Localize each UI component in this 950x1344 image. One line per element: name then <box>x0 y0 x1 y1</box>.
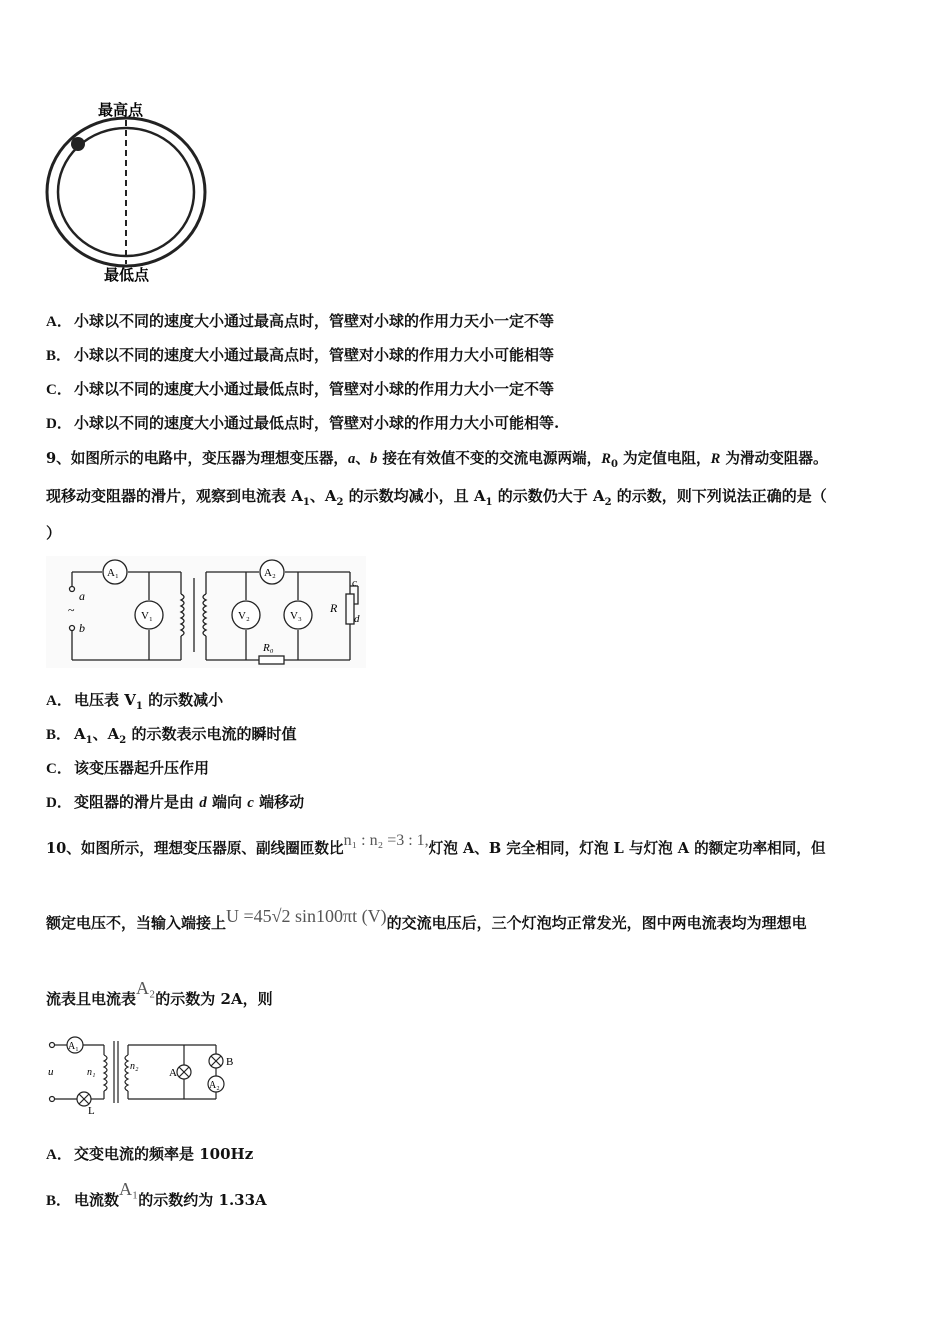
q10-stem-line1: 10、如图所示，理想变压器原、副线圈匝数比n₁ : n₂ =3 : 1,灯泡 A、B 完全相同，灯泡 L 与灯泡 A 的额定功率相同，但 <box>46 832 826 857</box>
slider-c-label: c <box>352 577 357 589</box>
lamp-l-label: L <box>88 1105 95 1115</box>
ammeter-a1-label: A₁ <box>107 567 119 579</box>
terminal-b-label: b <box>79 621 85 635</box>
ball <box>71 137 85 151</box>
q9-stem-line1: 9、如图所示的电路中，变压器为理想变压器，a、b 接在有效值不变的交流电源两端，$R_0$ 为定值电阻，R 为滑动变阻器。 <box>46 450 828 470</box>
top-label: 最高点 <box>98 101 144 119</box>
ammeter-a2-label: A₂ <box>264 567 276 579</box>
voltmeter-v3-label: V₃ <box>290 610 302 622</box>
input-u-label: u <box>48 1066 54 1078</box>
q8-option-b: B． 小球以不同的速度大小通过最高点时，管壁对小球的作用力大小可能相等 <box>46 346 555 364</box>
primary-n1-label: n₁ <box>87 1067 96 1078</box>
q9-option-a: A． 电压表 $V_1$ 的示数减小 <box>46 691 224 712</box>
q8-option-d: D． 小球以不同的速度大小通过最低点时，管壁对小球的作用力大小可能相等. <box>46 414 560 432</box>
lamp-b-label: B <box>226 1056 234 1068</box>
q10-stem-line2: 额定电压不，当输入端接上U =45√2 sin100πt (V)的交流电压后，三个灯泡均正常发光，图中两电流表均为理想电 <box>46 906 807 932</box>
q10-option-a: A． 交变电流的频率是 100Hz <box>46 1145 254 1163</box>
transformer-circuit-figure <box>46 556 366 668</box>
voltmeter-v1-label: V₁ <box>141 610 153 622</box>
rheostat-r-label: R <box>330 601 338 615</box>
q9-option-c: C． 该变压器起升压作用 <box>46 759 210 777</box>
secondary-n2-label: n₂ <box>130 1061 139 1072</box>
three-lamp-transformer-figure <box>46 1033 246 1115</box>
lamp-a-label: A <box>169 1067 177 1079</box>
q8-option-a: A． 小球以不同的速度大小通过最高点时，管壁对小球的作用力天小一定不等 <box>46 312 555 330</box>
q9-stem-line2: 现移动变阻器的滑片，观察到电流表 $A_1$、$A_2$ 的示数均减小，且 $A_1$ 的示数仍大于 $A_2$ 的示数，则下列说法正确的是（ <box>46 487 827 508</box>
ac-source-symbol: ~ <box>68 603 75 617</box>
terminal-a-label: a <box>79 589 85 603</box>
ammeter-a2-label: A₂ <box>209 1080 220 1091</box>
slider-d-label: d <box>354 613 360 625</box>
q9-option-d: D． 变阻器的滑片是由 d 端向 c 端移动 <box>46 793 305 811</box>
q10-stem-line3: 流表且电流表A₂的示数为 2A，则 <box>46 978 273 1008</box>
voltmeter-v2-label: V₂ <box>238 610 250 622</box>
circular-tube-figure <box>40 96 220 286</box>
ammeter-a1-label: A₁ <box>68 1041 79 1052</box>
q9-stem-line3: ） <box>46 524 62 542</box>
q9-option-b: B． $A_1$、$A_2$ 的示数表示电流的瞬时值 <box>46 725 297 746</box>
resistor-r0-label: R₀ <box>263 642 274 654</box>
q10-option-b: B． 电流数A₁的示数约为 1.33A <box>46 1179 267 1209</box>
q8-option-c: C． 小球以不同的速度大小通过最低点时，管壁对小球的作用力大小一定不等 <box>46 380 555 398</box>
bottom-label: 最低点 <box>104 266 150 284</box>
